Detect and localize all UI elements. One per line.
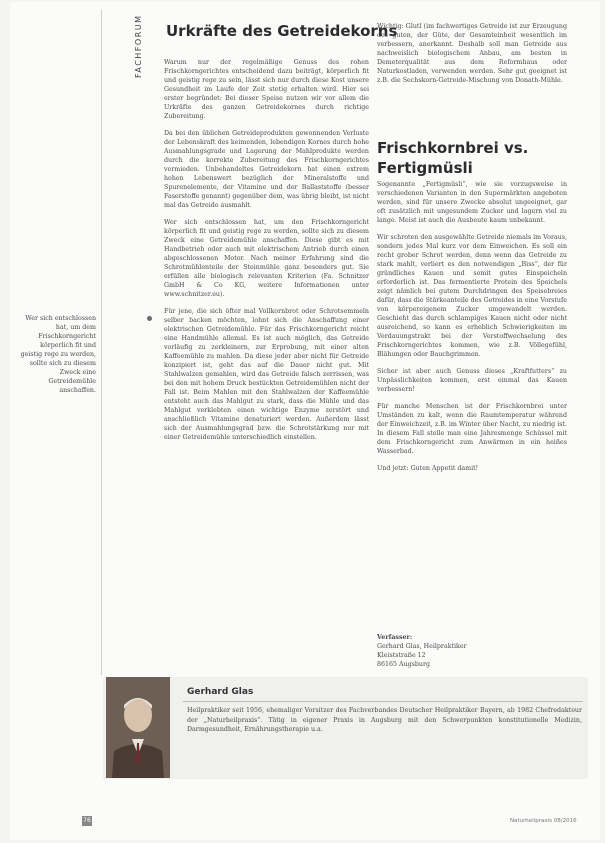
right-column-top — [377, 22, 567, 93]
right-column — [377, 180, 567, 481]
bio-text: Heilpraktiker seit 1956, ehemaliger Vorsitzer des Fachverbandes Deutscher Heilpraktiker Bayern, ab 1982 Chefredakteur der „Naturheilpraxis“. Tätig in eigener Praxis in Augsburg mit den Schwerpunkten konstitutionelle Medizin, Darmgesundheit, Ernährungstherapie u.a. — [187, 707, 582, 733]
bio-divider — [183, 701, 583, 702]
author-city: 86165 Augsburg — [377, 661, 431, 668]
paragraph: Da bei den üblichen Getreideprodukten gewonnenden Verluste der Lebenskraft des keimenden, lebendigen Kornes durch hohe Ausmahlungsgrade und Lagerung der Mahlprodukte werden durch die korrekte Zubereitung des Frischkorngerichtes vermieden. Unbehandeltes Getreidekorn hat einen extrem hohen Lebenswert bezüglich der Mineralstoffe und Spurenelemente, der Vitamine und der Ballaststoffe (besser Faserstoffe genannt) gegenüber dem, was übrig bleibt, ist nicht mal das Getreide ausmahlt. — [164, 130, 369, 209]
paragraph: Für manche Menschen ist der Frischkornbrei unter Umständen zu kalt, wenn die Raumtemperatur während der Einweichzeit, z.B. im Winter über Nacht, zu niedrig ist. In diesem Fall stelle man eine Jahresmenge Schüssel mit dem Frischkorngericht zum Anwärmen in ein heißes Wasserbad. — [377, 403, 567, 455]
page-number: 76 — [83, 817, 91, 824]
pull-quote: Wer sich entschlossen hat, um dem Frischkorngericht körperlich fit und geistig rege zu werden, sollte sich zu diesem Zweck eine Getreidemühle anschaffen. — [20, 315, 96, 394]
bio-name: Gerhard Glas — [187, 687, 254, 697]
column-divider — [101, 10, 102, 675]
author-name: Gerhard Glas, Heilpraktiker — [377, 643, 467, 650]
paragraph: Wichtig: Glutl (im fachwertiges Getreide ist zur Erzeugung des guten, der Güte, der Gesamteinheit wesentlich im verbessern, anerkannt. Deshalb soll man Getreide aus nachweislich biologischem Anbau, am besten in Demeterqualität aus dem Reformhaus oder Naturkostladen, verwenden werden. Sehr gut geeignet ist z.B. die Sechskorn-Getreide-Mischung von Donath-Mühle. — [377, 23, 567, 84]
article-title: Urkräfte des Getreidekorns — [166, 22, 398, 40]
closing-line: Und jetzt: Guten Appetit damit! — [377, 465, 479, 472]
section-tag: FACHFORUM — [134, 14, 143, 78]
paragraph: Sogenannte „Fertigmüsli“, wie sie vorzugsweise in verschiedenen Varianten in den Supermärkten angeboten werden, sind für unsere Zwecke absolut ungeeignet, gar oft zusätzlich mit ungesundem Zucker und lagern viel zu lange. Meist ist auch die Ausbeute kaum unbekannt. — [377, 181, 567, 224]
author-street: Kleiststraße 12 — [377, 652, 426, 659]
paragraph: Wir schroten den ausgewählte Getreide niemals im Voraus, sondern jedes Mal kurz vor dem Einweichen. Es soll ein recht grober Schrot werden, denn wenn das Getreide zu stark mahlt, verliert es den notwendigen „Biss“, der für gründliches Kauen und somit gutes Einspeicheln erforderlich ist. Das fermentierte Protein des Speichels zeigt nämlich bei gutem Durchdringen des Speisebreies dafür, dass die Stärkeanteile des Getreides in eine Vorstufe von körpereigenem Zucker umgewandelt werden. Geschieht das durch schlampiges Kauen nicht oder nicht ausreichend, so kann es erheblich Schwierigkeiten im Verdauungstrakt bei der Verstoffwechselung des Frischkorngerichtes kommen, wie z.B. Völlegefühl, Blähungen oder Bauchgrimmen. — [377, 234, 567, 358]
paragraph: Warum nur der regelmäßige Genuss des rohen Frischkorngerichtes entscheidend dazu beiträgt, körperlich fit und geistig rege zu sein, lässt sich nur durch diese Kost unsere Gesundheit im Laufe der Zeit stetig erhalten wird. Hier sei erster begründet: Bei dieser Speise nutzen wir vor allem die Urkräfte des ganzen Getreidekornes durch richtige Zubereitung. — [164, 59, 369, 120]
section-heading: Frischkornbrei vs. Fertigmüsli — [377, 139, 529, 177]
left-column — [164, 58, 369, 450]
paragraph: Wer sich entschlossen hat, um den Frischkorngericht körperlich fit und geistig rege zu werden, sollte sich zu diesem Zweck eine Getreidemühle anschaffen. Diese gibt es mit Handbetrieb oder auch mit elektrischem Antrieb durch einen abgeschlossenen Motor. Nach meiner Erfahrung sind die Schrotmühlenteile der Steinmühle ganz besonders gut. Sie erfüllen alle biologisch relevanten Kriterien (Fa. Schnitzer GmbH & Co KG, weitere Informationen unter www.schnitzer.eu). — [164, 219, 369, 298]
paragraph: Sicher ist aber auch Genuss dieses „Kraftfutters“ zu Unpässlichkeiten kommen, erst einmal das Kauen verbessern! — [377, 368, 567, 393]
journal-footer: Naturheilpraxis 08/2016 — [510, 818, 577, 824]
author-block — [377, 633, 567, 669]
paragraph: Für jene, die sich öfter mal Vollkornbrot oder Schrotsemmeln selber backen möchten, lohnt sich die Anschaffung einer elektrischen Getreidemühle. Für das Frischkorngericht reicht eine Handmühle allemal. Es ist auch möglich, das Getreide vorläufig zu zerkleinern, zur Erprobung, mit einer alten Kaffeemühle zu mahlen. Da diese jeder aber nicht für Getreide konzipiert ist, geht das auf die Dauer nicht gut. Mit Stahlwalzen gemahlen, wird das Getreide falsch zerrissen, was bei den mit hohem Druck bestückten Getreidemühlen nicht der Fall ist. Beim Mahlen mit den Stahlwalzen der Kaffeemühle entsteht auch das Mahlgut zu stark, dass die Mühle und das Mahlgut verklebten einen wichtige Enzyme zerstört und anschließlich Vitamine denaturiert werden. Außerdem lässt sich der Ausmahlungsgrad bzw. die Schrotstärkung nur mit einer Getreidemühle unterschiedlich einstellen. — [164, 308, 369, 441]
quote-bullet — [147, 316, 152, 321]
author-label: Verfasser: — [377, 634, 413, 641]
author-photo — [106, 677, 170, 778]
